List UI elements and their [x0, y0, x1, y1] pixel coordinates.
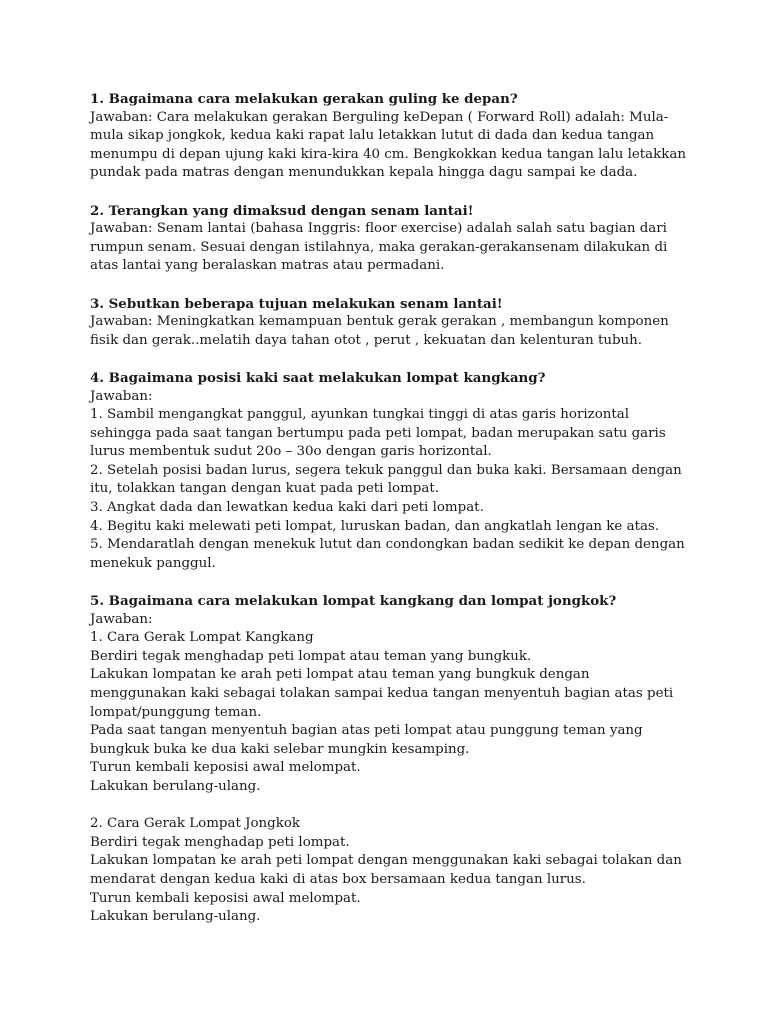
- answer-line: menggunakan kaki sebagai tolakan sampai kedua tangan menyentuh bagian atas peti: [90, 686, 674, 701]
- answer-line: rumpun senam. Sesuai dengan istilahnya, maka gerakan-gerakansenam dilakukan di: [90, 239, 668, 255]
- answer-line: lompat/punggung teman.: [90, 704, 262, 720]
- answer-line: menumpu di depan ujung kaki kira-kira 40 cm. Bengkokkan kedua tangan lalu letakkan: [90, 146, 686, 162]
- qa-item-3: [90, 295, 690, 351]
- answer-line: Lakukan lompatan ke arah peti lompat dengan menggunakan kaki sebagai tolakan dan: [90, 853, 682, 869]
- question-heading: 1. Bagaimana cara melakukan gerakan guling ke depan?: [90, 91, 518, 107]
- answer-line: Berdiri tegak menghadap peti lompat atau teman yang bungkuk.: [90, 648, 532, 664]
- answer-line: bungkuk buka ke dua kaki selebar mungkin kesamping.: [90, 741, 470, 757]
- question-heading: 4. Bagaimana posisi kaki saat melakukan lompat kangkang?: [90, 369, 546, 386]
- answer-line: Jawaban:: [90, 611, 153, 627]
- answer-line: mula sikap jongkok, kedua kaki rapat lalu letakkan lutut di dada dan kedua tangan: [90, 128, 655, 144]
- answer-line: 1. Sambil mengangkat panggul, ayunkan tungkai tinggi di atas garis horizontal: [90, 407, 630, 423]
- answer-line: Jawaban: Cara melakukan gerakan Berguling keDepan ( Forward Roll) adalah: Mula-: [90, 109, 669, 125]
- answer-line: menekuk panggul.: [90, 555, 216, 571]
- answer-line: mendarat dengan kedua kaki di atas box bersamaan kedua tangan lurus.: [90, 871, 586, 887]
- answer-line: itu, tolakkan tangan dengan kuat pada peti lompat.: [90, 481, 439, 497]
- answer-line: 5. Mendaratlah dengan menekuk lutut dan condongkan badan sedikit ke depan dengan: [90, 537, 685, 553]
- qa-item-2: [90, 202, 690, 276]
- answer-line: Pada saat tangan menyentuh bagian atas peti lompat atau punggung teman yang: [90, 723, 643, 739]
- document-page: [90, 90, 690, 945]
- question-heading: 5. Bagaimana cara melakukan lompat kangkang dan lompat jongkok?: [90, 593, 617, 610]
- answer-line: Lakukan berulang-ulang.: [90, 909, 261, 925]
- answer-line: Lakukan lompatan ke arah peti lompat atau teman yang bungkuk dengan: [90, 667, 590, 683]
- answer-line: 2. Setelah posisi badan lurus, segera tekuk panggul dan buka kaki. Bersamaan dengan: [90, 462, 682, 478]
- answer-line: 1. Cara Gerak Lompat Kangkang: [90, 630, 314, 646]
- answer-line: Jawaban: Meningkatkan kemampuan bentuk gerak gerakan , membangun komponen: [90, 314, 669, 330]
- answer-line: atas lantai yang beralaskan matras atau permadani.: [90, 258, 445, 274]
- qa-item-1: [90, 90, 690, 183]
- answer-line: 3. Angkat dada dan lewatkan kedua kaki dari peti lompat.: [90, 500, 484, 516]
- question-heading: 2. Terangkan yang dimaksud dengan senam lantai!: [90, 202, 474, 219]
- answer-line: Lakukan berulang-ulang.: [90, 778, 261, 794]
- answer-line: Berdiri tegak menghadap peti lompat.: [90, 834, 350, 850]
- answer-line: lurus membentuk sudut 20o – 30o dengan garis horizontal.: [90, 444, 492, 460]
- question-heading: 3. Sebutkan beberapa tujuan melakukan senam lantai!: [90, 295, 503, 312]
- answer-line: Jawaban: Senam lantai (bahasa Inggris: floor exercise) adalah salah satu bagian dari: [90, 221, 667, 237]
- answer-line: Turun kembali keposisi awal melompat.: [90, 890, 361, 906]
- paragraph-gap: [90, 797, 690, 816]
- answer-line: Turun kembali keposisi awal melompat.: [90, 760, 361, 776]
- answer-line: fisik dan gerak..melatih daya tahan otot , perut , kekuatan dan kelenturan tubuh.: [90, 332, 643, 348]
- answer-line: Jawaban:: [90, 388, 153, 404]
- answer-line: 4. Begitu kaki melewati peti lompat, luruskan badan, dan angkatlah lengan ke atas.: [90, 518, 660, 534]
- qa-item-4: [90, 369, 690, 574]
- answer-line: sehingga pada saat tangan bertumpu pada peti lompat, badan merupakan satu garis: [90, 425, 666, 441]
- answer-line: pundak pada matras dengan menundukkan kepala hingga dagu sampai ke dada.: [90, 165, 638, 181]
- qa-item-5: [90, 592, 690, 927]
- answer-line: 2. Cara Gerak Lompat Jongkok: [90, 816, 301, 832]
